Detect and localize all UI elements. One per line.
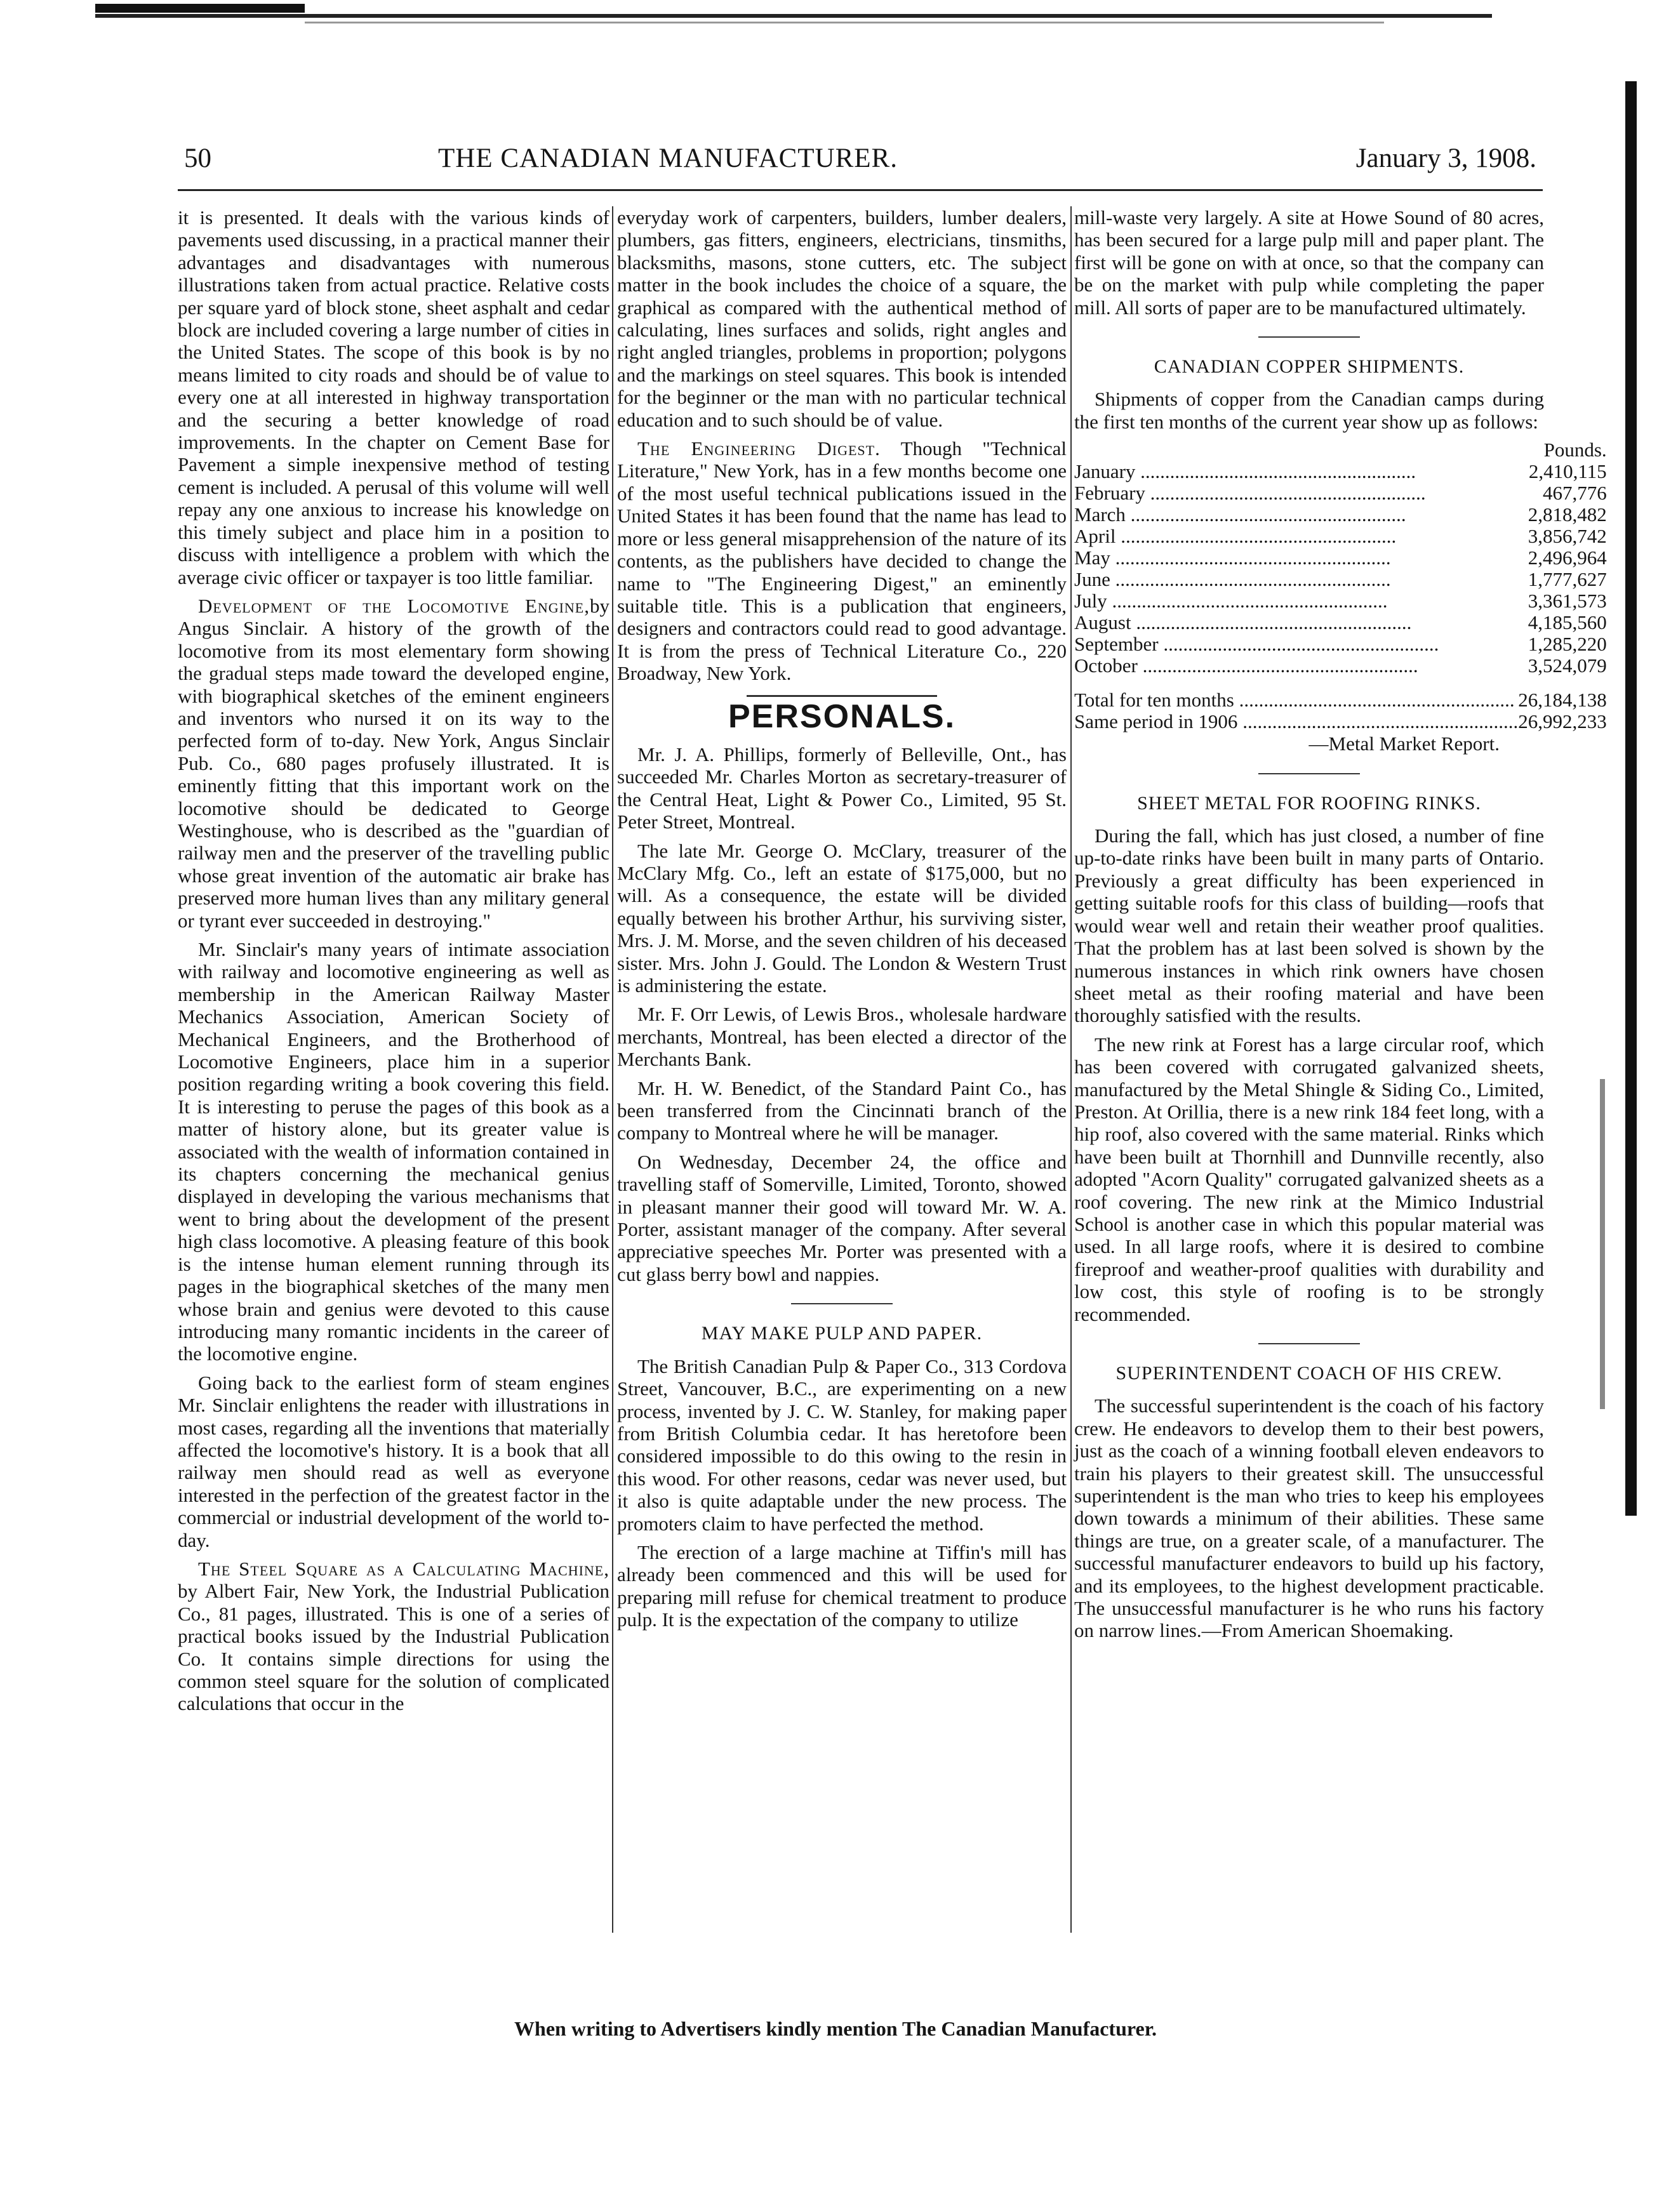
pounds-cell: 3,361,573 [1528,590,1607,613]
paragraph: Mr. J. A. Phillips, formerly of Belleville, Ont., has succeeded Mr. Charles Morton as secretary-treasurer of the Central Heat, Light & Power Co., Limited, 95 St. Peter Street, Montreal. [617,743,1067,833]
column-2 [617,206,1067,1933]
table-row [1074,547,1607,569]
section-rule [1258,773,1360,774]
pounds-cell: 2,410,115 [1528,460,1607,483]
header-rule [178,189,1543,191]
month-cell: April ..... [1074,526,1518,547]
copper-shipments-table [1074,439,1607,732]
publication-title: THE CANADIAN MANUFACTURER. [438,143,898,173]
pounds-cell: 467,776 [1542,482,1607,505]
table-row [1074,590,1607,612]
table-row [1074,655,1607,677]
section-rule [1258,1343,1360,1344]
month-cell: October ..... [1074,655,1518,677]
section-rule [1258,336,1360,338]
column-3 [1074,206,1607,1933]
page-edge-shadow [1625,81,1637,1516]
month-cell: June ..... [1074,569,1518,590]
paragraph: Mr. Sinclair's many years of intimate association with railway and locomotive engineering as well as membership in the American Railway Master Mechanics Association, American Society of Mechanical Engineers, and the Brotherhood of Locomotive Engineers, place him in a superior position regarding writing a book covering this field. It is interesting to peruse the pages of this book as a matter of history alone, but its greater value is associated with the wealth of information contained in its chapters concerning the mechanical genius displayed in developing the various mechanisms that went to bring about the development of the present high class locomotive. A pleasing feature of this book is the intense human element running through its pages in the biographical sketches of the many men whose brain and genius were devoted to this cause introducing many romantic incidents in the career of the locomotive engine. [178,938,609,1365]
month-cell: August ..... [1074,612,1518,633]
top-rule [95,14,1492,18]
section-rule [747,695,937,697]
pounds-cell: 4,185,560 [1528,611,1607,634]
pounds-cell: 1,777,627 [1528,568,1607,591]
paragraph: The erection of a large machine at Tiffin's mill has already been commenced and this will be used for preparing mill refuse for chemical treatment to produce pulp. It is the expectation of the company to utilize [617,1540,1067,1631]
table-spacer [1074,677,1607,689]
table-row [1074,482,1607,504]
table-unit-row [1074,439,1607,461]
row-value: 26,184,138 [1518,689,1607,712]
book-title: The Steel Square as a Calculating Machine, [198,1557,609,1580]
total-row [1074,689,1607,711]
page-edge-mark [1600,1079,1605,1409]
paragraph: During the fall, which has just closed, a number of fine up-to-date rinks have been built in many parts of Ontario. Previously a great difficulty has been experienced in getting suitable roofs for this class of building—roofs that would wear well and retain their weather proof qualities. That the problem has at last been solved is shown by the numerous instances in which rink owners have chosen sheet metal as their roofing material and have been thoroughly satisfied with the results. [1074,825,1544,1027]
issue-date: January 3, 1908. [1355,143,1536,173]
table-row [1074,504,1607,526]
table-row [1074,569,1607,590]
paragraph: On Wednesday, December 24, the office and travelling staff of Somerville, Limited, Toronto, showed in pleasant manner their good will toward Mr. W. A. Porter, assistant manager of the company. After several appreciative speeches Mr. Porter was presented with a cut glass berry bowl and nappies. [617,1150,1067,1285]
section-rule [791,1303,893,1304]
section-heading-personals: PERSONALS. [728,698,956,735]
paragraph: Mr. H. W. Benedict, of the Standard Paint Co., has been transferred from the Cincinnati branch of the company to Montreal where he will be manager. [617,1076,1067,1144]
column-divider [612,206,613,1933]
section-heading-sheet-metal: SHEET METAL FOR ROOFING RINKS. [1137,792,1481,814]
month-cell: September ..... [1074,633,1518,655]
comparison-row [1074,711,1607,732]
table-row [1074,633,1607,655]
page-number: 50 [184,143,211,173]
paragraph: The late Mr. George O. McClary, treasurer of the McClary Mfg. Co., left an estate of $175,000, but no will. As a consequence, the estate will be divided equally between his brother Arthur, his surviving sister, Mrs. J. M. Morse, and the seven children of his deceased sister. Mrs. John J. Gould. The London & Western Trust is administering the estate. [617,839,1067,997]
paragraph [178,1558,609,1715]
pounds-cell: 2,818,482 [1528,503,1607,526]
month-cell: March ..... [1074,504,1518,526]
paragraph: mill-waste very largely. A site at Howe Sound of 80 acres, has been secured for a large pulp mill and paper plant. The first will be gone on with at once, so that the company can be on the market with pulp while completing the paper mill. All sorts of paper are to be manufactured ultimately. [1074,206,1544,319]
month-cell: February ..... [1074,482,1518,504]
paragraph: it is presented. It deals with the various kinds of pavements used discussing, in a practical manner their advantages and disadvantages with numerous illustrations taken from actual practice. Relative costs per square yard of block stone, sheet asphalt and cedar block are included covering a large number of cities in the United States. The scope of this book is by no means limited to city roads and should be of value to every one at all interested in highway transportation and the securing a better knowledge of road improvements. In the chapter on Cement Base for Pavement a simple inexpensive method of testing cement is included. A perusal of this volume will well repay any one anxious to increase his knowledge on this timely subject and place him in a position to discuss with intelligence a problem with which the average civic officer or taxpayer is too little familiar. [178,206,609,588]
paragraph-body: by Albert Fair, New York, the Industrial Publication Co., 81 pages, illustrated. This is one of a series of practical books issued by the Industrial Publication Co. It contains simple directions for using the common steel square for the solution of complicated calculations that occur in the [178,1580,609,1715]
column-1 [178,206,609,1933]
pounds-cell: 3,524,079 [1528,654,1607,677]
paragraph: Going back to the earliest form of steam engines Mr. Sinclair enlightens the reader with illustrations in most cases, regarding all the inventions that materially affected the locomotive's history. It is a book that all railway men should read as well as everyone interested in the perfection of the greatest factor in the commercial or industrial development of the world to-day. [178,1371,609,1551]
paragraph-body: Though "Technical Literature," New York, has in a few months become one of the most useful technical publications issued in the United States it has been found that the name has lead to more or less general misapprehension of the nature of its contents, as the publishers have decided to change the name to "The Engineering Digest," an eminently suitable title. This is a publication that engineers, designers and contractors could read to good advantage. It is from the press of Technical Literature Co., 220 Broadway, New York. [617,437,1067,685]
pounds-cell: 2,496,964 [1528,546,1607,569]
month-cell: January ..... [1074,461,1518,482]
book-title: Development of the Locomotive Engine, [198,594,590,617]
paragraph: The British Canadian Pulp & Paper Co., 313 Cordova Street, Vancouver, B.C., are experimenting on a new process, invented by J. C. W. Stanley, for making paper from British Columbia cedar. It has heretofore been considered impossible to do this owing to the resin in this wood. For other reasons, cedar was never used, but it also is quite adaptable under the new process. The promoters claim to have perfected the method. [617,1354,1067,1535]
section-heading-pulp: MAY MAKE PULP AND PAPER. [701,1323,983,1344]
section-heading-superintendent: SUPERINTENDENT COACH OF HIS CREW. [1115,1363,1503,1384]
paragraph-body: by Angus Sinclair. A history of the growth of the locomotive from its most elementary form showing the gradual steps made toward the developed engine, with biographical sketches of the eminent engineers and inventors who nursed it on its way to the perfected form of to-day. New York, Angus Sinclair Pub. Co., 680 pages profusely illustrated. It is eminently fitting that this important work on the locomotive should be dedicated to George Westinghouse, who is described as the "guardian of railway men and the preserver of the travelling public whose great invention of the automatic air brake has preserved more human lives than any military general or tyrant ever succeeded in destroying." [178,594,609,932]
top-rule-thick [95,4,305,13]
table-row [1074,526,1607,547]
paragraph: The successful superintendent is the coach of his factory crew. He endeavors to develop them to their best powers, just as the coach of a winning football eleven endeavors to train his players to their greatest skill. The unsuccessful superintendent is the man who tries to keep his employees down towards a minimum of their abilities. These same things are true, on a greater scale, of a manufacturer. The successful manufacturer endeavors to build up his factory, and its employees, to the highest development practicable. The unsuccessful manufacturer is he who runs his factory on narrow lines.—From American Shoemaking. [1074,1394,1544,1642]
unit-label: Pounds. [1543,439,1607,461]
running-head [184,143,1536,181]
month-cell: July ..... [1074,590,1518,612]
paragraph: The new rink at Forest has a large circular roof, which has been covered with corrugated galvanized sheets, manufactured by the Metal Shingle & Siding Co., Limited, Preston. At Orillia, there is a new rink 184 feet long, with a hip roof, also covered with the same material. Rinks which have been built at Thornhill and Dunnville recently, also adopted "Acorn Quality" corrugated galvanized sheets as a roof covering. The new rink at the Mimico Industrial School is another case in which this popular material was used. In all large roofs, where it is desired to combine fireproof and weather-proof qualities with durability and low cost, this style of roofing is to be strongly recommended. [1074,1033,1544,1325]
row-value: 26,992,233 [1518,710,1607,733]
pounds-cell: 1,285,220 [1528,633,1607,656]
row-label: Total for ten months ..... [1074,689,1518,711]
table-row [1074,461,1607,482]
column-divider [1070,206,1072,1933]
month-cell: May ..... [1074,547,1518,569]
section-heading-copper: CANADIAN COPPER SHIPMENTS. [1154,356,1465,378]
publication-name: The Engineering Digest. [637,437,881,460]
top-rule-faint [305,22,1384,23]
paragraph [178,595,609,932]
paragraph [617,437,1067,684]
pounds-cell: 3,856,742 [1528,525,1607,548]
source-credit: —Metal Market Report. [1308,732,1500,755]
paragraph: Mr. F. Orr Lewis, of Lewis Bros., wholesale hardware merchants, Montreal, has been elected a director of the Merchants Bank. [617,1003,1067,1071]
row-label: Same period in 1906 ..... [1074,711,1518,732]
paragraph: everyday work of carpenters, builders, lumber dealers, plumbers, gas fitters, engineers, electricians, tinsmiths, blacksmiths, masons, stone cutters, etc. The subject matter in the book includes the choice of a square, the graphical as compared with the authentical method of calculating, lines surfaces and solids, right angles and right angled triangles, problems in proportion; polygons and the markings on steel squares. This book is intended for the beginner or the man with no particular technical education and to such should be of value. [617,206,1067,431]
table-row [1074,612,1607,633]
advertiser-notice: When writing to Advertisers kindly mention The Canadian Manufacturer. [514,2017,1157,2040]
paragraph: Shipments of copper from the Canadian camps during the first ten months of the current year show up as follows: [1074,388,1544,433]
